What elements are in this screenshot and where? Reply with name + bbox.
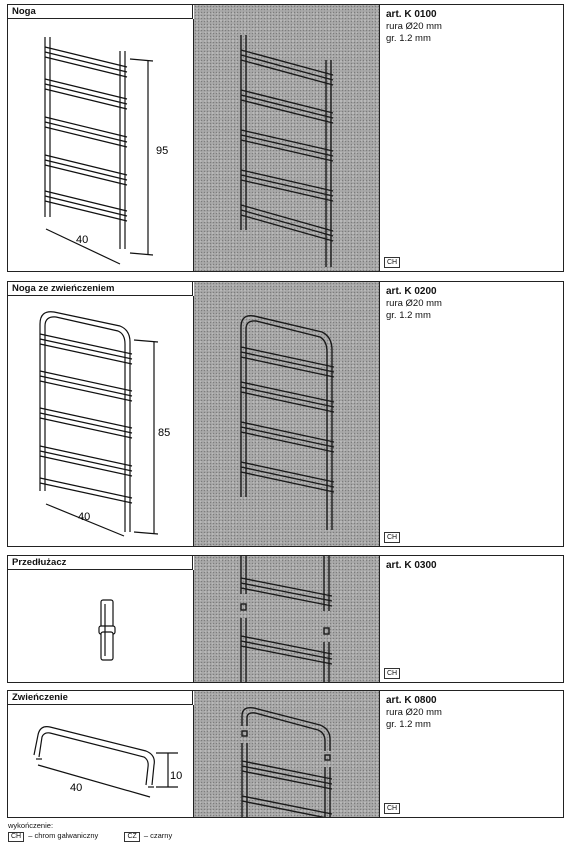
technical-drawing xyxy=(8,296,194,546)
product-info xyxy=(380,282,563,546)
product-photo xyxy=(194,556,380,682)
finish-badge: CH xyxy=(384,803,400,814)
product-info xyxy=(380,556,563,682)
product-title: Noga xyxy=(8,5,193,19)
product-card-przedluzacz xyxy=(7,555,564,683)
dimension-height: 95 xyxy=(156,145,169,157)
dimension-height: 10 xyxy=(170,770,183,782)
spec-line: rura Ø20 mm xyxy=(386,298,442,309)
legend-code-ch: CH xyxy=(8,832,24,842)
product-card-noga xyxy=(7,4,564,272)
dimension-width: 40 xyxy=(78,511,91,523)
article-number: art. K 0200 xyxy=(386,286,437,297)
technical-drawing xyxy=(8,570,194,682)
product-title: Przedłużacz xyxy=(8,556,193,570)
article-number: art. K 0300 xyxy=(386,560,437,571)
legend-label-ch: – chrom galwaniczny xyxy=(28,831,99,840)
finish-badge: CH xyxy=(384,532,400,543)
product-photo xyxy=(194,691,380,817)
product-info xyxy=(380,5,563,271)
spec-line: gr. 1.2 mm xyxy=(386,310,431,321)
dimension-width: 40 xyxy=(76,234,89,246)
product-title: Noga ze zwieńczeniem xyxy=(8,282,193,296)
legend-code-cz: CZ xyxy=(124,832,139,842)
product-card-zwienczenie xyxy=(7,690,564,818)
product-photo xyxy=(194,5,380,271)
technical-drawing xyxy=(8,19,194,271)
product-card-noga-ze-zwienczeniem xyxy=(7,281,564,547)
article-number: art. K 0800 xyxy=(386,695,437,706)
finish-badge: CH xyxy=(384,668,400,679)
finish-legend xyxy=(8,821,172,842)
product-photo xyxy=(194,282,380,546)
legend-label-cz: – czarny xyxy=(143,831,173,840)
dimension-width: 40 xyxy=(70,782,83,794)
spec-line: rura Ø20 mm xyxy=(386,21,442,32)
article-number: art. K 0100 xyxy=(386,9,437,20)
technical-drawing xyxy=(8,705,194,817)
spec-line: gr. 1.2 mm xyxy=(386,719,431,730)
spec-line: gr. 1.2 mm xyxy=(386,33,431,44)
finish-badge: CH xyxy=(384,257,400,268)
product-title: Zwieńczenie xyxy=(8,691,193,705)
legend-heading: wykończenie: xyxy=(8,821,54,830)
spec-line: rura Ø20 mm xyxy=(386,707,442,718)
product-info xyxy=(380,691,563,817)
dimension-height: 85 xyxy=(158,427,171,439)
